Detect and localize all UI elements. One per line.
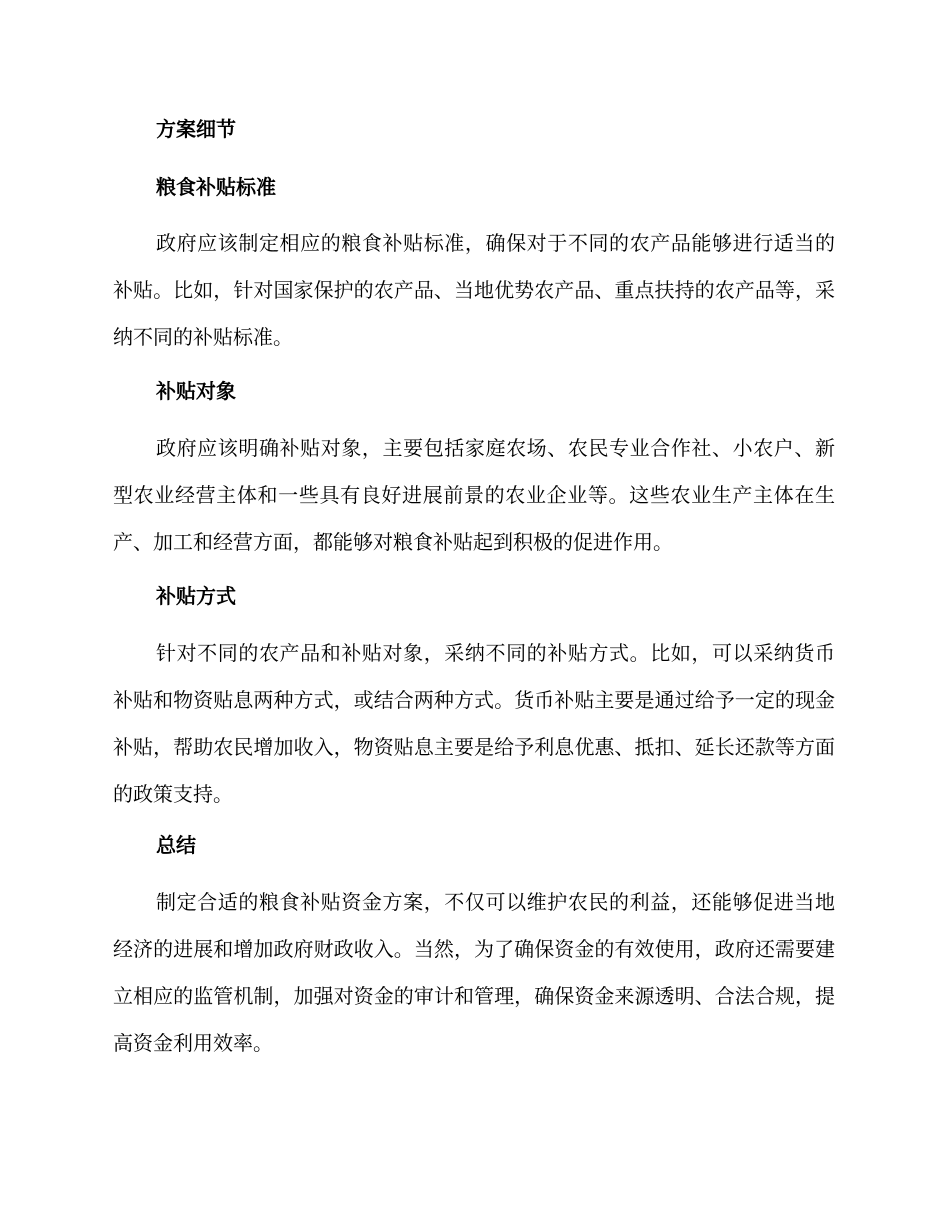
section-heading-subsidy-target: 补贴对象 xyxy=(156,379,236,403)
document-title: 方案细节 xyxy=(156,117,236,141)
section-heading-summary: 总结 xyxy=(156,833,196,857)
section-body-subsidy-standard: 政府应该制定相应的粮食补贴标准，确保对于不同的农产品能够进行适当的补贴。比如，针对国家保护的农产品、当地优势农产品、重点扶持的农产品等，采纳不同的补贴标准。 xyxy=(113,231,835,349)
section-body-subsidy-target: 政府应该明确补贴对象，主要包括家庭农场、农民专业合作社、小农户、新型农业经营主体和一些具有良好进展前景的农业企业等。这些农业生产主体在生产、加工和经营方面，都能够对粮食补贴起到积极的促进作用。 xyxy=(113,436,835,554)
section-heading-subsidy-method: 补贴方式 xyxy=(156,584,236,608)
section-body-summary: 制定合适的粮食补贴资金方案，不仅可以维护农民的利益，还能够促进当地经济的进展和增加政府财政收入。当然，为了确保资金的有效使用，政府还需要建立相应的监管机制，加强对资金的审计和管理，确保资金来源透明、合法合规，提高资金利用效率。 xyxy=(113,890,835,1055)
section-body-subsidy-method: 针对不同的农产品和补贴对象，采纳不同的补贴方式。比如，可以采纳货币补贴和物资贴息两种方式，或结合两种方式。货币补贴主要是通过给予一定的现金补贴，帮助农民增加收入，物资贴息主要是给予利息优惠、抵扣、延长还款等方面的政策支持。 xyxy=(113,641,835,806)
section-heading-subsidy-standard: 粮食补贴标准 xyxy=(156,175,276,199)
